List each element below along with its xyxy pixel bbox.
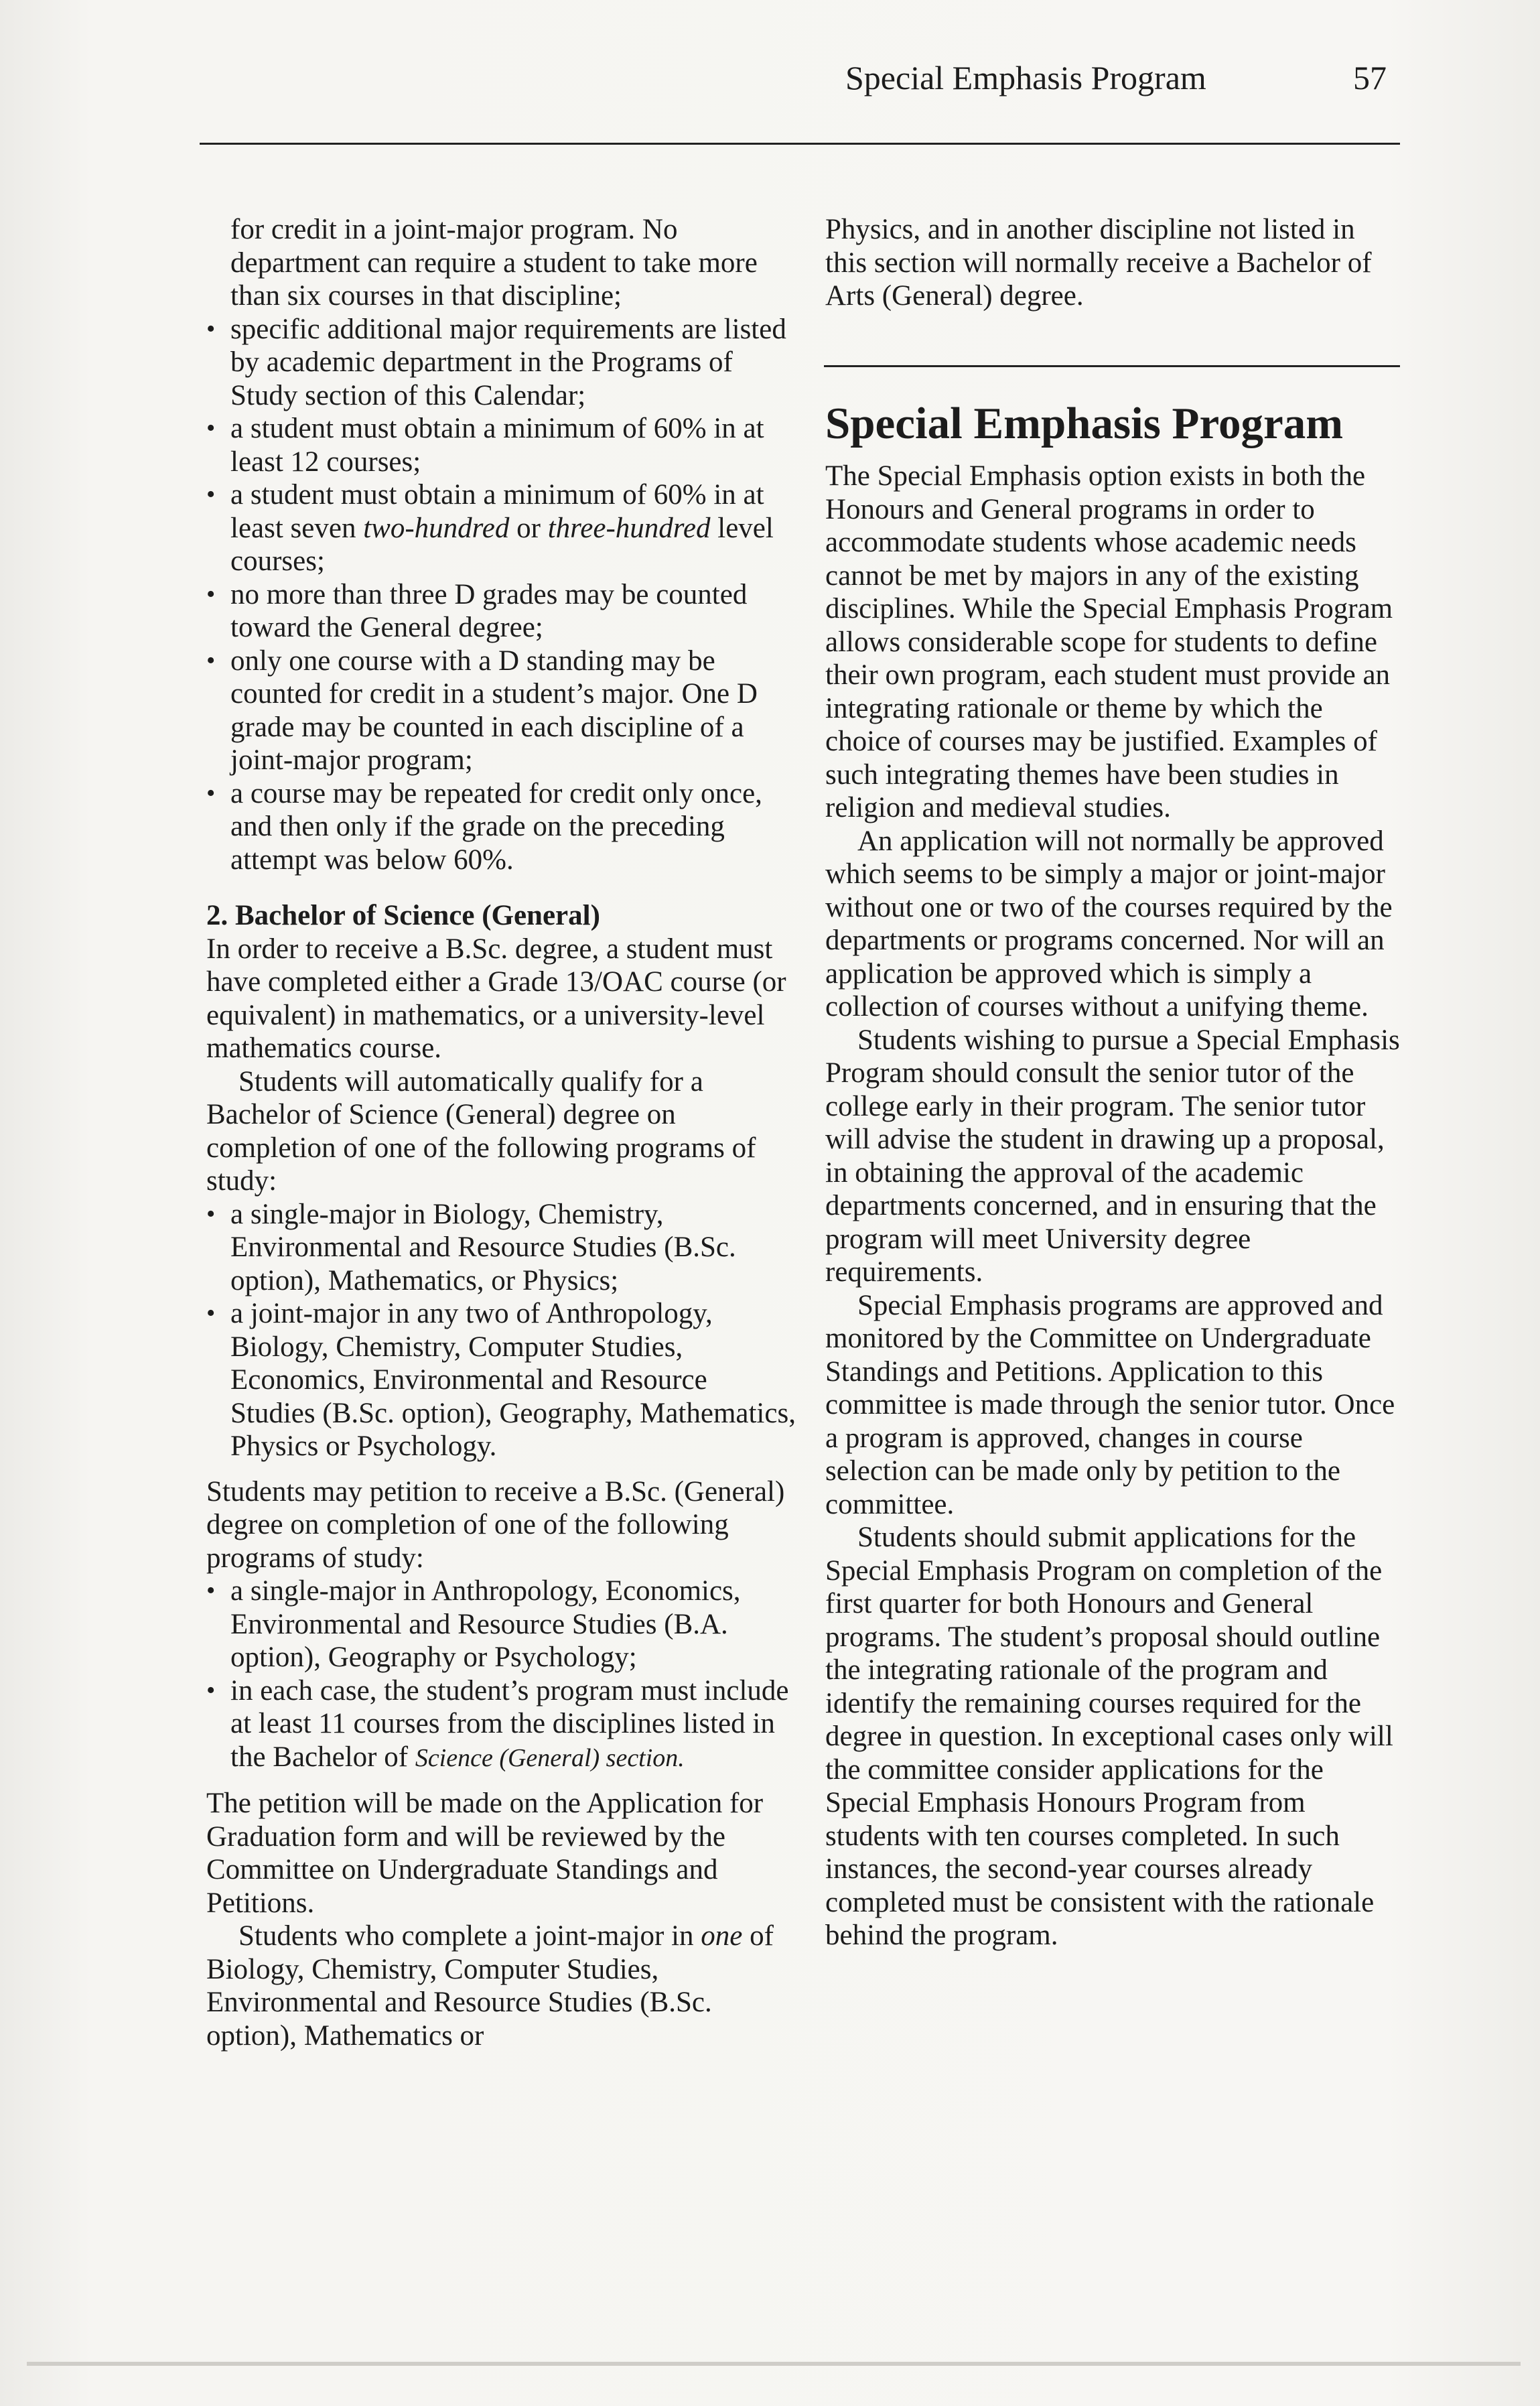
list-item [206, 1674, 796, 1776]
paragraph: Students will automatically qualify for a Bachelor of Science (General) degree on completion of one of the following programs of study: [206, 1065, 756, 1197]
list-item: • a single-major in Biology, Chemistry, Environmental and Resource Studies (B.Sc. option), Mathematics, or Physics; [206, 1198, 796, 1298]
petition-programs-list [206, 1575, 796, 1775]
subheading-bsc-general: 2. Bachelor of Science (General) [206, 900, 600, 931]
list-item: • only one course with a D standing may be counted for credit in a student’s major. One D grade may be counted in each discipline of a joint-major program; [206, 645, 796, 777]
list-item: • a single-major in Anthropology, Economics, Environmental and Resource Studies (B.A. option), Geography or Psychology; [206, 1575, 796, 1674]
section-divider [824, 365, 1400, 367]
paragraph: The Special Emphasis option exists in both the Honours and General programs in order to accommodate students whose academic needs cannot be met by majors in any of the existing disciplines. While the Special Emphasis Program allows considerable scope for students to define their own program, each student must provide an integrating rationale or theme by which the choice of courses may be justified. Examples of such integrating themes have been studies in religion and medieval studies. [825, 460, 1393, 823]
paragraph: The petition will be made on the Application for Graduation form and will be reviewed by the Committee on Undergraduate Standings and Petitions. [206, 1788, 764, 1919]
emphasis-text: three-hundred [547, 512, 711, 544]
list-item: • a joint-major in any two of Anthropology, Biology, Chemistry, Computer Studies, Economics, Environmental and Resource Studies (B.Sc. option), Geography, Mathematics, Physics or Psychology. [206, 1297, 796, 1463]
list-item: • a student must obtain a minimum of 60% in at least 12 courses; [206, 412, 796, 478]
special-emphasis-section [825, 397, 1401, 1952]
paragraph [206, 1920, 796, 2052]
paragraph: Special Emphasis programs are approved and monitored by the Committee on Undergraduate Standings and Petitions. Application to this committee is made through the senior tutor. Once a program is approved, changes in course selection can be made only by petition to the committee. [825, 1289, 1395, 1520]
continued-paragraph: Physics, and in another discipline not listed in this section will normally receive a Bachelor of Arts (General) degree. [825, 214, 1372, 312]
paragraph: Students wishing to pursue a Special Emphasis Program should consult the senior tutor of the college early in their program. The senior tutor will advise the student in drawing up a proposal, in obtaining the approval of the academic departments concerned, and in ensuring that the program will meet University degree requirements. [825, 1024, 1400, 1288]
left-column [206, 213, 796, 2052]
emphasis-text: two-hundred [363, 512, 510, 544]
paragraph-text: Students who complete a joint-major in [238, 1920, 701, 1952]
paragraph: An application will not normally be approved which seems to be simply a major or joint-major without one or two of the courses required by the departments or programs concerned. Nor will an application be approved which is simply a collection of courses without a unifying theme. [825, 825, 1393, 1022]
emphasis-text: Science (General) section. [415, 1743, 685, 1772]
paragraph: Students may petition to receive a B.Sc. (General) degree on completion of one of the following programs of study: [206, 1475, 785, 1574]
list-item [206, 478, 796, 578]
continued-bullet-text: for credit in a joint-major program. No department can require a student to take more than six courses in that discipline; [230, 214, 758, 312]
list-item-text: or [509, 512, 548, 544]
list-item-text: a student must obtain a minimum of 60% in at least seven [230, 479, 764, 544]
paragraph: Students should submit applications for the Special Emphasis Program on completion of the first quarter for both Honours and General programs. The student’s proposal should outline the integrating rationale of the program and identify the remaining courses required for the degree in question. In exceptional cases only will the committee consider applications for the Special Emphasis Honours Program from students with ten courses completed. In such instances, the second-year courses already completed must be consistent with the rationale behind the program. [825, 1522, 1393, 1951]
list-item: • specific additional major requirements are listed by academic department in the Programs of Study section of this Calendar; [206, 313, 796, 413]
running-header-title: Special Emphasis Program [845, 59, 1206, 96]
page-number: 57 [1353, 59, 1387, 96]
list-item-text: level courses; [230, 512, 774, 577]
emphasis-text: one [701, 1920, 743, 1952]
list-item: • no more than three D grades may be counted toward the General degree; [206, 578, 796, 645]
requirements-list [206, 313, 796, 877]
right-column [825, 213, 1401, 313]
list-item-text: in each case, the student’s program must include at least 11 courses from the disciplines listed in the Bachelor of [230, 1674, 789, 1773]
automatic-programs-list [206, 1198, 796, 1463]
header-divider [200, 143, 1400, 145]
page-edge-shadow [27, 2362, 1521, 2366]
paragraph-text: of Biology, Chemistry, Computer Studies, Environmental and Resource Studies (B.Sc. option), Mathematics or [206, 1920, 774, 2052]
list-item: • a course may be repeated for credit only once, and then only if the grade on the preceding attempt was below 60%. [206, 777, 796, 877]
section-title: Special Emphasis Program [825, 399, 1344, 448]
paragraph: In order to receive a B.Sc. degree, a student must have completed either a Grade 13/OAC course (or equivalent) in mathematics, or a university-level mathematics course. [206, 933, 786, 1064]
